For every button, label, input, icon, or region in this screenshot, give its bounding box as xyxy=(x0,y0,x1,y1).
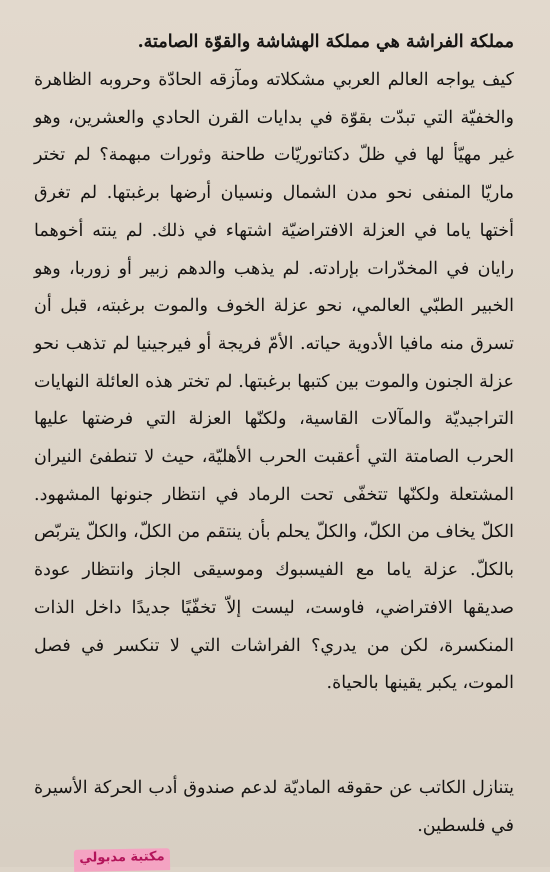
bookstore-sticker-label: مكتبة مدبولي xyxy=(79,849,165,866)
bookstore-price-sticker xyxy=(74,848,170,872)
synopsis-text: كيف يواجه العالم العربي مشكلاته ومآزقه الحادّة وحروبه الظاهرة والخفيّة التي تبدّت بقوّة في بدايات القرن الحادي والعشرين، وهو غير مهيّأ لها في ظلّ دكتاتوريّات طاحنة وثورات مبهمة؟ لم تختر ماريّا المنفى نحو مدن الشمال ونسيان أرضها برغبتها. لم تغرق أختها ياما في العزلة الافتراضيّة اشتهاء في ذلك. لم ينته أخوهما رايان في المخدّرات بإرادته. لم يذهب والدهم زبير أو زوربا، وهو الخبير الطبّي العالمي، نحو عزلة الخوف والموت برغبته، قبل أن تسرق منه مافيا الأدوية حياته. الأمّ فريجة أو فيرجينيا لم تذهب نحو عزلة الجنون والموت بين كتبها برغبتها. لم تختر هذه العائلة النهايات التراجيديّة والمآلات القاسية، ولكنّها العزلة التي فرضتها عليها الحرب الصامتة التي أعقبت الحرب الأهليّة، حيث لا تنطفئ النيران المشتعلة ولكنّها تتخفّى تحت الرماد في انتظار جنونها المشهود. الكلّ يخاف من الكلّ، والكلّ يحلم بأن ينتقم من الكلّ، والكلّ يتربّص بالكلّ. عزلة ياما مع الفيسبوك وموسيقى الجاز وانتظار عودة صديقها الافتراضي، فاوست، ليست إلاّ تخفّيًا جديدًا داخل الذات المنكسرة، لكن من يدري؟ الفراشات التي لا تنكسر في فصل الموت، يكبر يقينها بالحياة. xyxy=(34,70,514,694)
intro-line xyxy=(34,24,514,62)
intro-text: مملكة الفراشة هي مملكة الهشاشة والقوّة الصامتة. xyxy=(137,32,514,52)
rights-notice-text: يتنازل الكاتب عن حقوقه الماديّة لدعم صندوق أدب الحركة الأسيرة في فلسطين. xyxy=(34,778,514,836)
synopsis-paragraph xyxy=(34,62,514,703)
rights-notice-paragraph xyxy=(34,770,514,845)
